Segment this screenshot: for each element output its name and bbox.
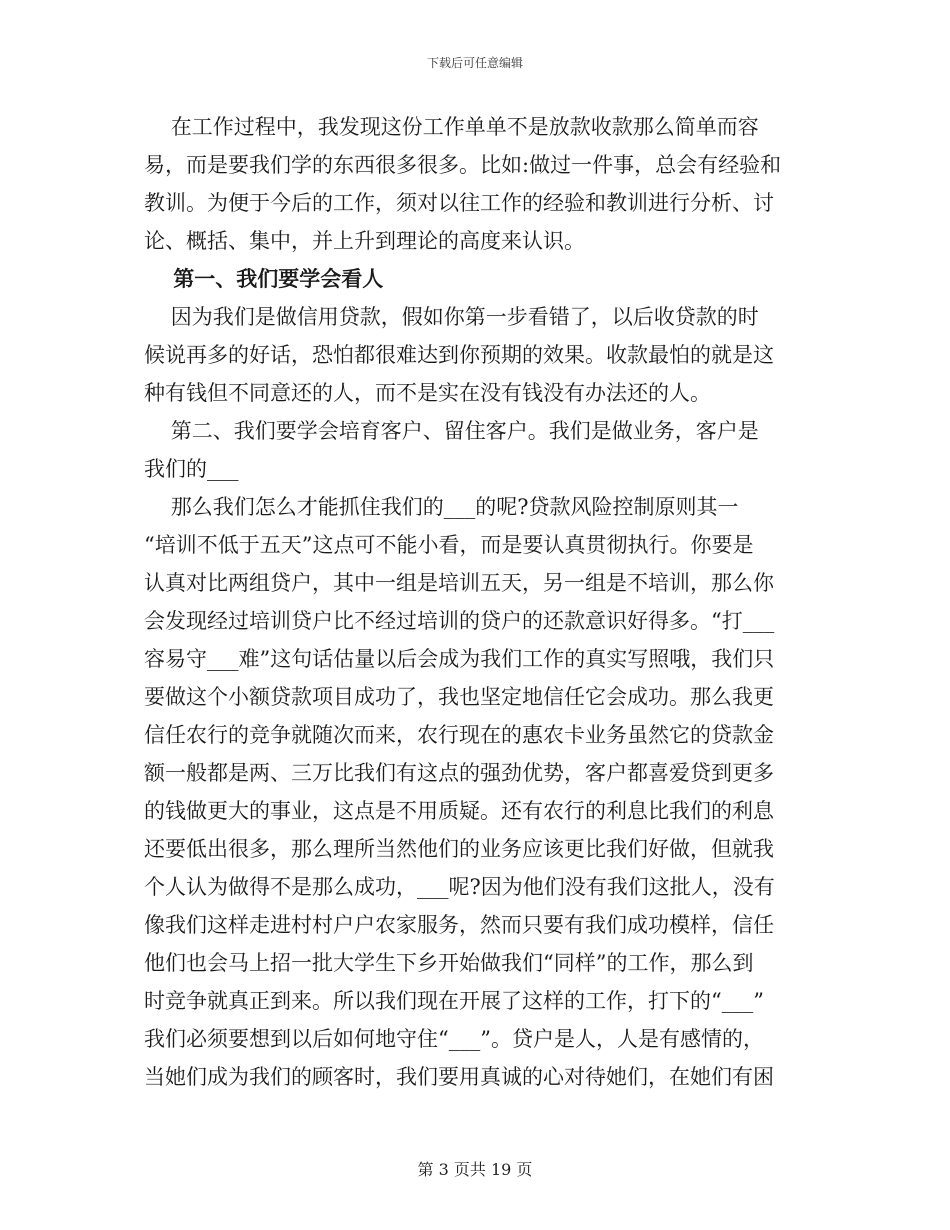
text-line: 还要低出很多，那么理所当然他们的业务应该更比我们好做，但就我	[144, 837, 774, 861]
text-line: 当她们成为我们的顾客时，我们要用真诚的心对待她们，在她们有困	[144, 1065, 774, 1089]
text-line: 我们必须要想到以后如何地守住“___”。贷户是人，人是有感情的，	[144, 1027, 764, 1051]
text-line: 的钱做更大的事业，这点是不用质疑。还有农行的利息比我们的利息	[144, 799, 774, 823]
text-line: 因为我们是做信用贷款，假如你第一步看错了，以后收贷款的时	[144, 305, 759, 329]
text-line: 我们的___	[144, 457, 239, 481]
page-header: 下载后可任意编辑	[426, 56, 523, 70]
text-line: 在工作过程中，我发现这份工作单单不是放款收款那么简单而容	[144, 115, 759, 139]
text-line: 易，而是要我们学的东西很多很多。比如:做过一件事，总会有经验和	[144, 153, 782, 177]
document-body	[144, 108, 800, 1096]
text-line: 个人认为做得不是那么成功，___呢?因为他们没有我们这批人，没有	[144, 875, 775, 899]
text-line: 第二、我们要学会培育客户、留住客户。我们是做业务，客户是	[144, 419, 759, 443]
text-line: 种有钱但不同意还的人，而不是实在没有钱没有办法还的人。	[144, 381, 711, 405]
text-line: 像我们这样走进村村户户农家服务，然而只要有我们成功模样，信任	[144, 913, 774, 937]
section-heading: 第一、我们要学会看人	[144, 267, 384, 291]
text-line: 会发现经过培训贷户比不经过培训的贷户的还款意识好得多。“打___	[144, 609, 775, 633]
text-line: 候说再多的好话，恐怕都很难达到你预期的效果。收款最怕的就是这	[144, 343, 774, 367]
text-line: 要做这个小额贷款项目成功了，我也坚定地信任它会成功。那么我更	[144, 685, 774, 709]
text-line: 他们也会马上招一批大学生下乡开始做我们“同样”的工作，那么到	[144, 951, 754, 975]
text-line: 额一般都是两、三万比我们有这点的强劲优势，客户都喜爱贷到更多	[144, 761, 774, 785]
text-line: 那么我们怎么才能抓住我们的___的呢?贷款风险控制原则其一	[144, 495, 739, 519]
text-line: 认真对比两组贷户，其中一组是培训五天，另一组是不培训，那么你	[144, 571, 774, 595]
page-number-footer: 第 3 页共 19 页	[417, 1160, 533, 1179]
text-line: 容易守___难”这句话估量以后会成为我们工作的真实写照哦，我们只	[144, 647, 775, 671]
text-line: 论、概括、集中，并上升到理论的高度来认识。	[144, 229, 585, 253]
text-line: 信任农行的竞争就随次而来，农行现在的惠农卡业务虽然它的贷款金	[144, 723, 774, 747]
text-line: “培训不低于五天”这点可不能小看，而是要认真贯彻执行。你要是	[144, 533, 754, 557]
text-line: 时竞争就真正到来。所以我们现在开展了这样的工作，打下的“___”	[144, 989, 764, 1013]
text-line: 教训。为便于今后的工作，须对以往工作的经验和教训进行分析、讨	[144, 191, 774, 215]
